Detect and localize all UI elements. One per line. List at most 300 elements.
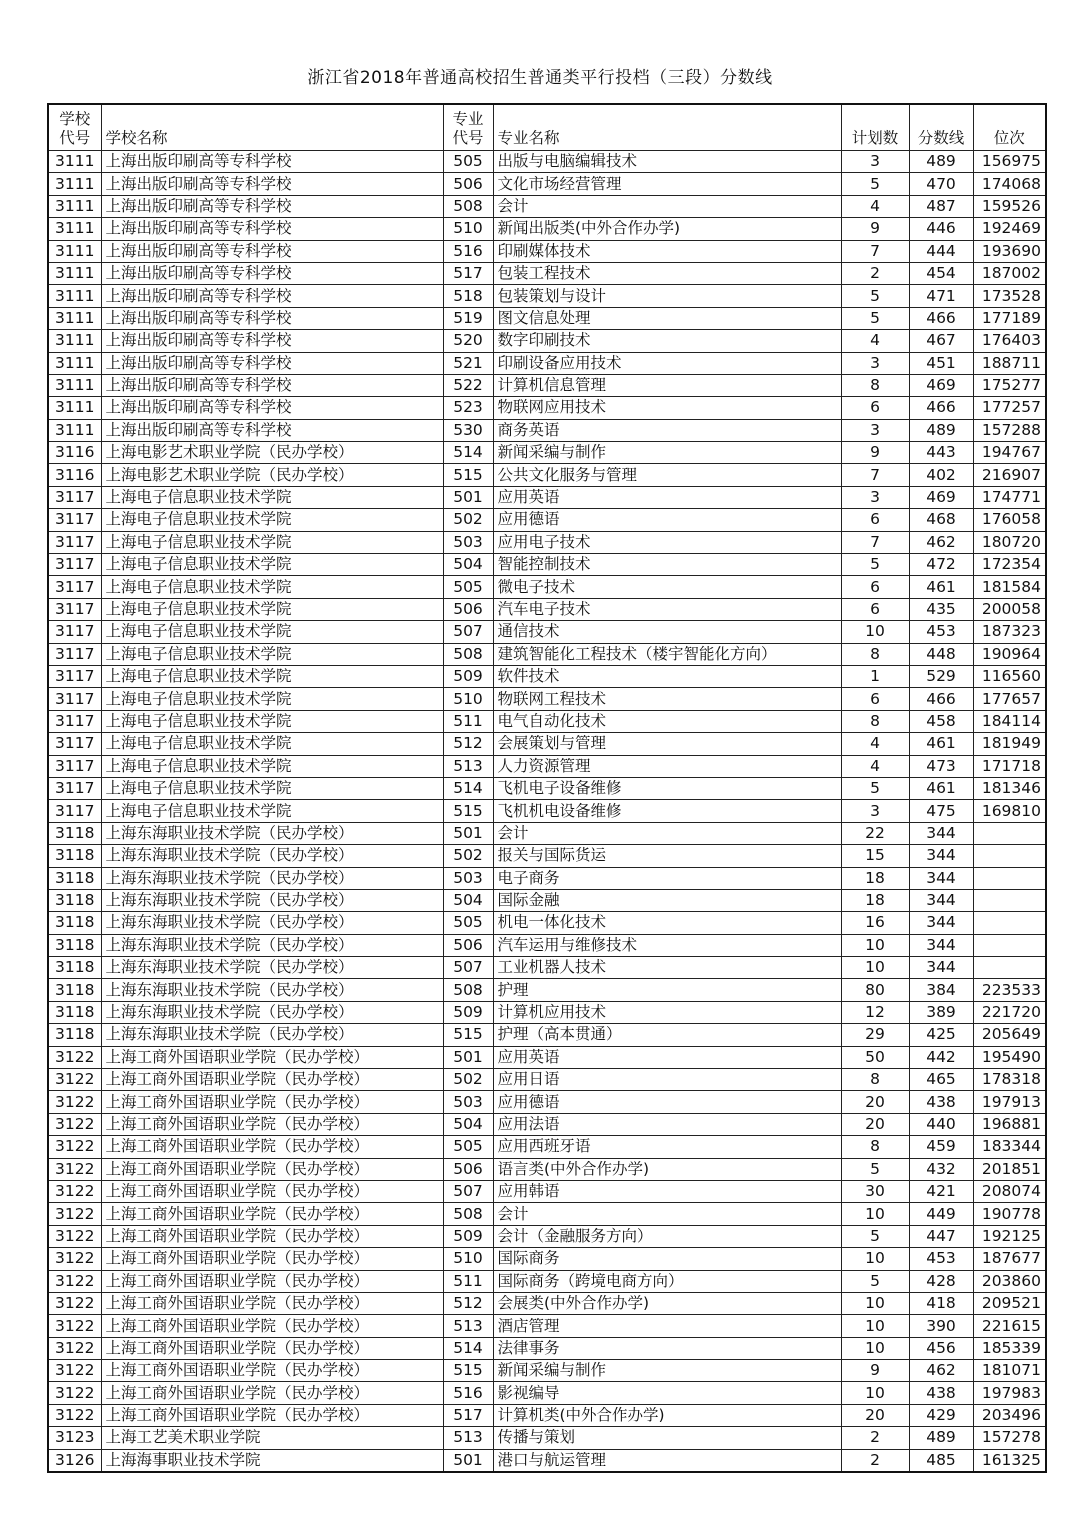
score-cell: 428 xyxy=(909,1270,973,1292)
score-cell: 461 xyxy=(909,576,973,598)
table-row xyxy=(48,800,1046,822)
school-code-cell: 3122 xyxy=(48,1180,101,1202)
school-code-cell: 3111 xyxy=(48,330,101,352)
major-name-cell: 影视编导 xyxy=(493,1382,841,1404)
major-name-cell: 会计 xyxy=(493,822,841,844)
major-name-cell: 包装策划与设计 xyxy=(493,285,841,307)
major-name-cell: 新闻采编与制作 xyxy=(493,1360,841,1382)
major-name-cell: 微电子技术 xyxy=(493,576,841,598)
rank-cell: 183344 xyxy=(973,1136,1046,1158)
plan-cell: 4 xyxy=(841,195,909,217)
school-code-cell: 3117 xyxy=(48,688,101,710)
plan-cell: 6 xyxy=(841,576,909,598)
major-code-cell: 530 xyxy=(443,419,493,441)
school-name-cell: 上海工商外国语职业学院（民办学校） xyxy=(101,1113,443,1135)
score-cell: 458 xyxy=(909,710,973,732)
school-code-cell: 3116 xyxy=(48,464,101,486)
plan-cell: 80 xyxy=(841,979,909,1001)
plan-cell: 3 xyxy=(841,352,909,374)
major-name-cell: 汽车电子技术 xyxy=(493,598,841,620)
rank-cell: 156975 xyxy=(973,151,1046,173)
plan-cell: 16 xyxy=(841,912,909,934)
major-code-cell: 501 xyxy=(443,1046,493,1068)
school-code-cell: 3122 xyxy=(48,1360,101,1382)
school-code-cell: 3118 xyxy=(48,822,101,844)
rank-cell: 192125 xyxy=(973,1225,1046,1247)
rank-cell: 181584 xyxy=(973,576,1046,598)
school-code-cell: 3126 xyxy=(48,1449,101,1472)
page-title: 浙江省2018年普通高校招生普通类平行投档（三段）分数线 xyxy=(307,68,773,88)
table-row xyxy=(48,1091,1046,1113)
school-name-cell: 上海工商外国语职业学院（民办学校） xyxy=(101,1248,443,1270)
rank-cell: 181346 xyxy=(973,777,1046,799)
table-row xyxy=(48,1360,1046,1382)
plan-cell: 2 xyxy=(841,1427,909,1449)
score-cell: 489 xyxy=(909,419,973,441)
major-name-cell: 飞机机电设备维修 xyxy=(493,800,841,822)
table-row xyxy=(48,822,1046,844)
school-code-cell: 3122 xyxy=(48,1225,101,1247)
major-name-cell: 公共文化服务与管理 xyxy=(493,464,841,486)
table-row xyxy=(48,912,1046,934)
school-name-cell: 上海电子信息职业技术学院 xyxy=(101,665,443,687)
table-row xyxy=(48,1001,1046,1023)
school-name-cell: 上海工商外国语职业学院（民办学校） xyxy=(101,1292,443,1314)
major-code-cell: 514 xyxy=(443,1337,493,1359)
major-code-cell: 506 xyxy=(443,173,493,195)
plan-cell: 8 xyxy=(841,710,909,732)
school-name-cell: 上海电子信息职业技术学院 xyxy=(101,755,443,777)
score-cell: 451 xyxy=(909,352,973,374)
major-name-cell: 护理（高本贯通） xyxy=(493,1024,841,1046)
school-name-cell: 上海电子信息职业技术学院 xyxy=(101,710,443,732)
score-cell: 462 xyxy=(909,531,973,553)
rank-cell: 209521 xyxy=(973,1292,1046,1314)
school-name-cell: 上海电影艺术职业学院（民办学校） xyxy=(101,464,443,486)
school-code-cell: 3118 xyxy=(48,957,101,979)
table-row xyxy=(48,1225,1046,1247)
plan-cell: 30 xyxy=(841,1180,909,1202)
school-code-cell: 3111 xyxy=(48,397,101,419)
table-row xyxy=(48,1113,1046,1135)
table-row xyxy=(48,151,1046,173)
school-code-cell: 3117 xyxy=(48,777,101,799)
school-code-cell: 3117 xyxy=(48,643,101,665)
header-rank: 位次 xyxy=(973,104,1046,151)
header-major-code: 专业 代号 xyxy=(443,104,493,151)
school-name-cell: 上海出版印刷高等专科学校 xyxy=(101,397,443,419)
major-code-cell: 520 xyxy=(443,330,493,352)
major-name-cell: 电子商务 xyxy=(493,867,841,889)
score-cell: 472 xyxy=(909,554,973,576)
score-cell: 489 xyxy=(909,151,973,173)
school-name-cell: 上海出版印刷高等专科学校 xyxy=(101,151,443,173)
rank-cell: 176403 xyxy=(973,330,1046,352)
table-row xyxy=(48,1404,1046,1426)
table-row xyxy=(48,1337,1046,1359)
major-code-cell: 517 xyxy=(443,262,493,284)
header-score: 分数线 xyxy=(909,104,973,151)
school-name-cell: 上海电子信息职业技术学院 xyxy=(101,621,443,643)
table-row xyxy=(48,352,1046,374)
table-row xyxy=(48,240,1046,262)
score-cell: 447 xyxy=(909,1225,973,1247)
school-code-cell: 3117 xyxy=(48,733,101,755)
school-name-cell: 上海工艺美术职业学院 xyxy=(101,1427,443,1449)
school-name-cell: 上海工商外国语职业学院（民办学校） xyxy=(101,1203,443,1225)
major-code-cell: 508 xyxy=(443,1203,493,1225)
table-row xyxy=(48,1158,1046,1180)
school-name-cell: 上海电子信息职业技术学院 xyxy=(101,643,443,665)
major-code-cell: 515 xyxy=(443,464,493,486)
major-name-cell: 法律事务 xyxy=(493,1337,841,1359)
rank-cell: 181949 xyxy=(973,733,1046,755)
table-row xyxy=(48,598,1046,620)
school-name-cell: 上海东海职业技术学院（民办学校） xyxy=(101,934,443,956)
school-code-cell: 3122 xyxy=(48,1091,101,1113)
table-row xyxy=(48,464,1046,486)
major-code-cell: 503 xyxy=(443,1091,493,1113)
school-name-cell: 上海工商外国语职业学院（民办学校） xyxy=(101,1337,443,1359)
major-name-cell: 计算机类(中外合作办学) xyxy=(493,1404,841,1426)
rank-cell: 190964 xyxy=(973,643,1046,665)
table-row xyxy=(48,531,1046,553)
major-code-cell: 505 xyxy=(443,1136,493,1158)
major-name-cell: 通信技术 xyxy=(493,621,841,643)
rank-cell: 201851 xyxy=(973,1158,1046,1180)
school-name-cell: 上海工商外国语职业学院（民办学校） xyxy=(101,1404,443,1426)
major-code-cell: 515 xyxy=(443,1360,493,1382)
major-code-cell: 501 xyxy=(443,1449,493,1472)
score-cell: 470 xyxy=(909,173,973,195)
score-cell: 448 xyxy=(909,643,973,665)
score-cell: 459 xyxy=(909,1136,973,1158)
major-code-cell: 504 xyxy=(443,1113,493,1135)
table-row xyxy=(48,1248,1046,1270)
score-cell: 529 xyxy=(909,665,973,687)
school-code-cell: 3122 xyxy=(48,1136,101,1158)
plan-cell: 8 xyxy=(841,374,909,396)
school-code-cell: 3117 xyxy=(48,755,101,777)
plan-cell: 4 xyxy=(841,330,909,352)
plan-cell: 10 xyxy=(841,1315,909,1337)
rank-cell: 174068 xyxy=(973,173,1046,195)
table-row xyxy=(48,777,1046,799)
major-name-cell: 会展类(中外合作办学) xyxy=(493,1292,841,1314)
table-row xyxy=(48,1315,1046,1337)
school-name-cell: 上海海事职业技术学院 xyxy=(101,1449,443,1472)
table-row xyxy=(48,1270,1046,1292)
school-name-cell: 上海出版印刷高等专科学校 xyxy=(101,285,443,307)
table-row xyxy=(48,845,1046,867)
school-name-cell: 上海东海职业技术学院（民办学校） xyxy=(101,867,443,889)
major-name-cell: 应用法语 xyxy=(493,1113,841,1135)
major-code-cell: 506 xyxy=(443,1158,493,1180)
header-plan: 计划数 xyxy=(841,104,909,151)
school-name-cell: 上海电子信息职业技术学院 xyxy=(101,800,443,822)
major-code-cell: 517 xyxy=(443,1404,493,1426)
score-cell: 421 xyxy=(909,1180,973,1202)
school-name-cell: 上海电子信息职业技术学院 xyxy=(101,576,443,598)
school-name-cell: 上海工商外国语职业学院（民办学校） xyxy=(101,1136,443,1158)
table-row xyxy=(48,397,1046,419)
school-name-cell: 上海电子信息职业技术学院 xyxy=(101,554,443,576)
major-name-cell: 人力资源管理 xyxy=(493,755,841,777)
major-code-cell: 511 xyxy=(443,1270,493,1292)
plan-cell: 10 xyxy=(841,1382,909,1404)
plan-cell: 22 xyxy=(841,822,909,844)
major-code-cell: 502 xyxy=(443,845,493,867)
table-row xyxy=(48,262,1046,284)
rank-cell: 116560 xyxy=(973,665,1046,687)
rank-cell xyxy=(973,845,1046,867)
major-code-cell: 515 xyxy=(443,1024,493,1046)
score-cell: 344 xyxy=(909,845,973,867)
plan-cell: 4 xyxy=(841,755,909,777)
rank-cell: 187002 xyxy=(973,262,1046,284)
school-code-cell: 3122 xyxy=(48,1270,101,1292)
rank-cell: 157288 xyxy=(973,419,1046,441)
plan-cell: 18 xyxy=(841,889,909,911)
table-row xyxy=(48,733,1046,755)
rank-cell: 192469 xyxy=(973,218,1046,240)
plan-cell: 10 xyxy=(841,1292,909,1314)
table-row xyxy=(48,195,1046,217)
school-name-cell: 上海工商外国语职业学院（民办学校） xyxy=(101,1382,443,1404)
school-code-cell: 3118 xyxy=(48,1024,101,1046)
score-cell: 469 xyxy=(909,374,973,396)
rank-cell: 157278 xyxy=(973,1427,1046,1449)
major-name-cell: 会计（金融服务方向） xyxy=(493,1225,841,1247)
rank-cell: 197913 xyxy=(973,1091,1046,1113)
score-cell: 456 xyxy=(909,1337,973,1359)
score-cell: 461 xyxy=(909,777,973,799)
school-code-cell: 3111 xyxy=(48,352,101,374)
plan-cell: 3 xyxy=(841,486,909,508)
plan-cell: 2 xyxy=(841,1449,909,1472)
major-code-cell: 510 xyxy=(443,688,493,710)
table-row xyxy=(48,688,1046,710)
major-code-cell: 515 xyxy=(443,800,493,822)
score-cell: 466 xyxy=(909,307,973,329)
school-name-cell: 上海工商外国语职业学院（民办学校） xyxy=(101,1069,443,1091)
plan-cell: 10 xyxy=(841,1203,909,1225)
rank-cell: 185339 xyxy=(973,1337,1046,1359)
score-cell: 429 xyxy=(909,1404,973,1426)
major-code-cell: 519 xyxy=(443,307,493,329)
major-code-cell: 504 xyxy=(443,889,493,911)
school-code-cell: 3111 xyxy=(48,240,101,262)
school-name-cell: 上海工商外国语职业学院（民办学校） xyxy=(101,1091,443,1113)
score-cell: 442 xyxy=(909,1046,973,1068)
major-code-cell: 513 xyxy=(443,1427,493,1449)
table-row xyxy=(48,173,1046,195)
score-cell: 344 xyxy=(909,957,973,979)
score-cell: 449 xyxy=(909,1203,973,1225)
plan-cell: 20 xyxy=(841,1404,909,1426)
score-cell: 473 xyxy=(909,755,973,777)
plan-cell: 2 xyxy=(841,262,909,284)
score-cell: 453 xyxy=(909,1248,973,1270)
major-code-cell: 523 xyxy=(443,397,493,419)
rank-cell: 195490 xyxy=(973,1046,1046,1068)
major-code-cell: 502 xyxy=(443,1069,493,1091)
plan-cell: 20 xyxy=(841,1113,909,1135)
rank-cell: 187323 xyxy=(973,621,1046,643)
rank-cell: 181071 xyxy=(973,1360,1046,1382)
school-code-cell: 3111 xyxy=(48,173,101,195)
school-code-cell: 3111 xyxy=(48,374,101,396)
school-code-cell: 3111 xyxy=(48,218,101,240)
rank-cell xyxy=(973,822,1046,844)
table-row xyxy=(48,1024,1046,1046)
school-name-cell: 上海出版印刷高等专科学校 xyxy=(101,307,443,329)
major-name-cell: 新闻出版类(中外合作办学) xyxy=(493,218,841,240)
major-name-cell: 电气自动化技术 xyxy=(493,710,841,732)
table-row xyxy=(48,1203,1046,1225)
plan-cell: 5 xyxy=(841,1225,909,1247)
plan-cell: 8 xyxy=(841,1136,909,1158)
score-cell: 485 xyxy=(909,1449,973,1472)
score-cell: 444 xyxy=(909,240,973,262)
major-name-cell: 应用日语 xyxy=(493,1069,841,1091)
score-cell: 471 xyxy=(909,285,973,307)
table-row xyxy=(48,755,1046,777)
school-code-cell: 3111 xyxy=(48,262,101,284)
table-row xyxy=(48,1069,1046,1091)
school-name-cell: 上海东海职业技术学院（民办学校） xyxy=(101,912,443,934)
school-name-cell: 上海出版印刷高等专科学校 xyxy=(101,173,443,195)
score-cell: 344 xyxy=(909,934,973,956)
table-row xyxy=(48,643,1046,665)
score-cell: 344 xyxy=(909,912,973,934)
major-name-cell: 国际金融 xyxy=(493,889,841,911)
rank-cell: 171718 xyxy=(973,755,1046,777)
score-cell: 389 xyxy=(909,1001,973,1023)
major-code-cell: 505 xyxy=(443,912,493,934)
school-name-cell: 上海东海职业技术学院（民办学校） xyxy=(101,957,443,979)
table-row xyxy=(48,665,1046,687)
major-code-cell: 506 xyxy=(443,598,493,620)
major-code-cell: 508 xyxy=(443,195,493,217)
major-code-cell: 512 xyxy=(443,733,493,755)
score-table xyxy=(47,103,1047,1473)
table-row xyxy=(48,330,1046,352)
school-code-cell: 3118 xyxy=(48,934,101,956)
table-row xyxy=(48,934,1046,956)
rank-cell: 177257 xyxy=(973,397,1046,419)
rank-cell: 221720 xyxy=(973,1001,1046,1023)
table-row xyxy=(48,307,1046,329)
major-code-cell: 509 xyxy=(443,665,493,687)
rank-cell: 180720 xyxy=(973,531,1046,553)
score-cell: 440 xyxy=(909,1113,973,1135)
table-row xyxy=(48,509,1046,531)
major-name-cell: 物联网应用技术 xyxy=(493,397,841,419)
plan-cell: 18 xyxy=(841,867,909,889)
rank-cell: 193690 xyxy=(973,240,1046,262)
rank-cell: 223533 xyxy=(973,979,1046,1001)
plan-cell: 7 xyxy=(841,464,909,486)
score-cell: 344 xyxy=(909,822,973,844)
table-row xyxy=(48,554,1046,576)
school-code-cell: 3122 xyxy=(48,1158,101,1180)
rank-cell: 200058 xyxy=(973,598,1046,620)
major-name-cell: 建筑智能化工程技术（楼宇智能化方向） xyxy=(493,643,841,665)
plan-cell: 9 xyxy=(841,218,909,240)
major-code-cell: 510 xyxy=(443,218,493,240)
major-name-cell: 汽车运用与维修技术 xyxy=(493,934,841,956)
school-code-cell: 3122 xyxy=(48,1069,101,1091)
plan-cell: 5 xyxy=(841,285,909,307)
major-code-cell: 505 xyxy=(443,151,493,173)
major-name-cell: 港口与航运管理 xyxy=(493,1449,841,1472)
major-name-cell: 新闻采编与制作 xyxy=(493,442,841,464)
score-cell: 475 xyxy=(909,800,973,822)
score-cell: 344 xyxy=(909,889,973,911)
major-name-cell: 报关与国际货运 xyxy=(493,845,841,867)
school-code-cell: 3118 xyxy=(48,889,101,911)
plan-cell: 4 xyxy=(841,733,909,755)
table-row xyxy=(48,1136,1046,1158)
major-name-cell: 软件技术 xyxy=(493,665,841,687)
major-name-cell: 酒店管理 xyxy=(493,1315,841,1337)
plan-cell: 5 xyxy=(841,307,909,329)
score-cell: 438 xyxy=(909,1091,973,1113)
rank-cell: 161325 xyxy=(973,1449,1046,1472)
table-body xyxy=(48,151,1046,1473)
school-name-cell: 上海东海职业技术学院（民办学校） xyxy=(101,845,443,867)
score-cell: 466 xyxy=(909,397,973,419)
major-name-cell: 飞机电子设备维修 xyxy=(493,777,841,799)
school-code-cell: 3122 xyxy=(48,1337,101,1359)
school-code-cell: 3123 xyxy=(48,1427,101,1449)
rank-cell: 169810 xyxy=(973,800,1046,822)
table-row xyxy=(48,1382,1046,1404)
rank-cell: 208074 xyxy=(973,1180,1046,1202)
major-name-cell: 传播与策划 xyxy=(493,1427,841,1449)
score-cell: 453 xyxy=(909,621,973,643)
plan-cell: 3 xyxy=(841,419,909,441)
table-row xyxy=(48,621,1046,643)
header-school-name: 学校名称 xyxy=(101,104,443,151)
plan-cell: 8 xyxy=(841,1069,909,1091)
table-row xyxy=(48,419,1046,441)
plan-cell: 3 xyxy=(841,800,909,822)
major-code-cell: 513 xyxy=(443,755,493,777)
plan-cell: 8 xyxy=(841,643,909,665)
major-name-cell: 国际商务（跨境电商方向） xyxy=(493,1270,841,1292)
header-row xyxy=(48,104,1046,151)
school-name-cell: 上海工商外国语职业学院（民办学校） xyxy=(101,1315,443,1337)
table-row xyxy=(48,374,1046,396)
rank-cell: 197983 xyxy=(973,1382,1046,1404)
school-code-cell: 3117 xyxy=(48,531,101,553)
major-name-cell: 计算机应用技术 xyxy=(493,1001,841,1023)
score-cell: 438 xyxy=(909,1382,973,1404)
school-name-cell: 上海电影艺术职业学院（民办学校） xyxy=(101,442,443,464)
table-row xyxy=(48,1449,1046,1472)
major-code-cell: 507 xyxy=(443,957,493,979)
rank-cell: 216907 xyxy=(973,464,1046,486)
score-cell: 390 xyxy=(909,1315,973,1337)
score-cell: 465 xyxy=(909,1069,973,1091)
school-name-cell: 上海东海职业技术学院（民办学校） xyxy=(101,822,443,844)
rank-cell: 175277 xyxy=(973,374,1046,396)
header-major-name: 专业名称 xyxy=(493,104,841,151)
major-code-cell: 514 xyxy=(443,442,493,464)
major-name-cell: 护理 xyxy=(493,979,841,1001)
